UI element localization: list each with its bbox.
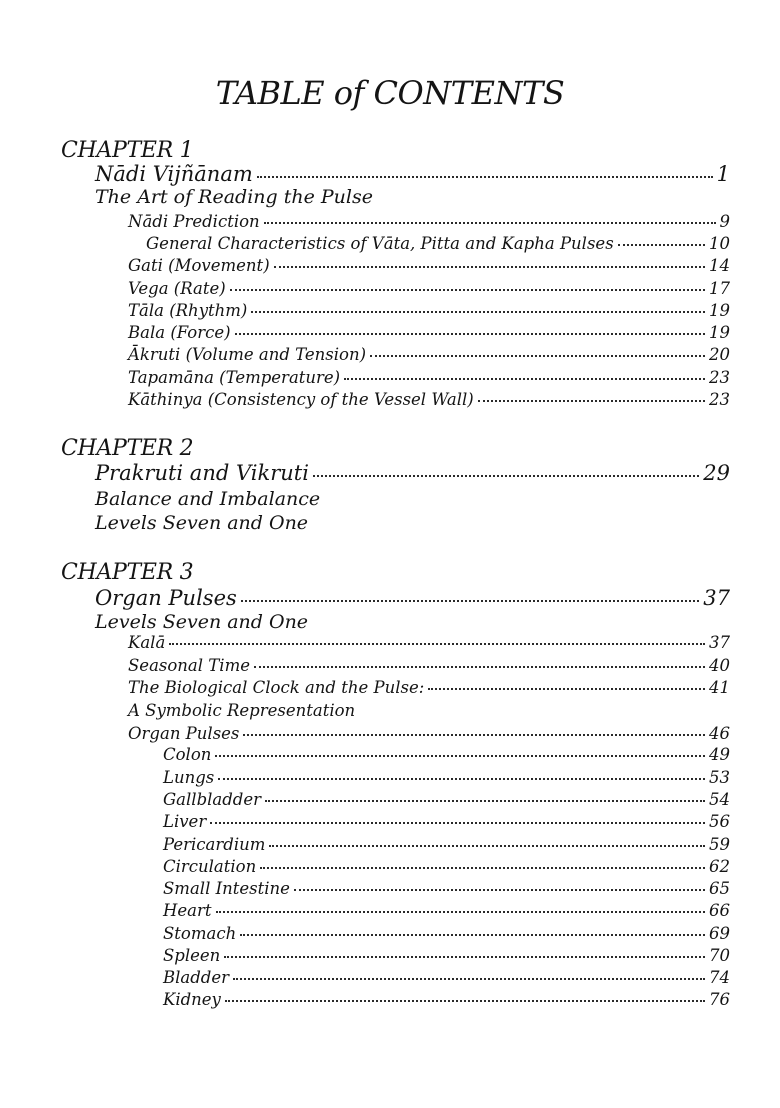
toc-entry-title: Prakruti and Vikruti (95, 461, 309, 485)
dot-leader (241, 600, 699, 602)
dot-leader (428, 688, 705, 690)
dot-leader (254, 666, 705, 668)
dot-leader (243, 734, 705, 736)
toc-entry[interactable] (163, 968, 730, 990)
toc-entry[interactable] (128, 724, 730, 746)
toc-page-number: 56 (709, 812, 730, 831)
toc-entry-title: Seasonal Time (128, 656, 250, 675)
dot-leader (260, 867, 705, 869)
dot-leader (230, 289, 705, 291)
toc-entry-title: Gallbladder (163, 790, 262, 809)
toc-entry-title: Heart (163, 901, 212, 920)
dot-leader (478, 400, 705, 402)
toc-entry-title: Tapamāna (Temperature) (128, 368, 341, 387)
toc-entry[interactable] (128, 390, 730, 412)
toc-page-number: 66 (709, 901, 730, 920)
toc-entry-title: Balance and Imbalance (95, 488, 321, 510)
dot-leader (257, 176, 713, 178)
toc-page-number: 37 (709, 633, 730, 652)
toc-entry-title: Kalā (128, 633, 166, 652)
toc-entry-title: Lungs (163, 768, 215, 787)
toc-entry[interactable] (95, 512, 730, 536)
dot-leader (265, 800, 705, 802)
toc-entry-title: Tāla (Rhythm) (128, 301, 248, 320)
toc-page-number: 9 (719, 212, 730, 231)
toc-page-number: 49 (709, 745, 730, 764)
dot-leader (269, 845, 705, 847)
toc-entry[interactable] (163, 812, 730, 834)
toc-page-number: 53 (709, 768, 730, 787)
dot-leader (210, 822, 705, 824)
toc-page-number: 65 (709, 879, 730, 898)
toc-entry-title: The Biological Clock and the Pulse: (128, 678, 425, 697)
toc-page-number: 40 (709, 656, 730, 675)
toc-entry-title: Levels Seven and One (95, 611, 309, 633)
dot-leader (218, 778, 705, 780)
toc-entry-title: Liver (163, 812, 207, 831)
toc-entry[interactable] (128, 323, 730, 345)
toc-page-number: 74 (709, 968, 730, 987)
toc-page-number: 23 (709, 368, 730, 387)
toc-entry-title: Small Intestine (163, 879, 290, 898)
toc-entry[interactable] (128, 678, 730, 700)
toc-entry-title: Pericardium (163, 835, 266, 854)
dot-leader (294, 889, 705, 891)
toc-entry[interactable] (163, 946, 730, 968)
toc-page-number: 37 (703, 586, 730, 610)
toc-entry-title: Bladder (163, 968, 230, 987)
toc-page-number: 23 (709, 390, 730, 409)
toc-entry[interactable] (163, 924, 730, 946)
chapter-heading: CHAPTER 3 (61, 560, 194, 585)
toc-entry-title: Stomach (163, 924, 237, 943)
toc-page-number: 70 (709, 946, 730, 965)
toc-page-number: 62 (709, 857, 730, 876)
toc-entry-title: Bala (Force) (128, 323, 231, 342)
toc-page-number: 10 (709, 234, 730, 253)
dot-leader (264, 222, 716, 224)
toc-entry[interactable] (163, 901, 730, 923)
dot-leader (216, 911, 705, 913)
toc-entry[interactable] (128, 279, 730, 301)
toc-entry-title: Kāthinya (Consistency of the Vessel Wall) (128, 390, 474, 409)
dot-leader (215, 755, 705, 757)
dot-leader (225, 1000, 705, 1002)
dot-leader (618, 244, 705, 246)
dot-leader (251, 311, 705, 313)
toc-page-number: 41 (709, 678, 730, 697)
toc-page-number: 46 (709, 724, 730, 743)
toc-entry[interactable] (146, 234, 730, 256)
toc-entry[interactable] (128, 212, 730, 234)
toc-entry-title: Organ Pulses (95, 586, 237, 610)
toc-entry[interactable] (95, 186, 730, 210)
toc-entry-title: Vega (Rate) (128, 279, 226, 298)
dot-leader (370, 355, 705, 357)
toc-page-number: 17 (709, 279, 730, 298)
dot-leader (313, 475, 699, 477)
toc-entry-title: A Symbolic Representation (128, 701, 356, 720)
dot-leader (235, 333, 705, 335)
toc-entry[interactable] (163, 790, 730, 812)
toc-entry-title: Organ Pulses (128, 724, 240, 743)
toc-entry[interactable] (163, 835, 730, 857)
toc-entry-title: Levels Seven and One (95, 512, 309, 534)
dot-leader (274, 266, 705, 268)
page-title: TABLE of CONTENTS (215, 74, 565, 112)
toc-entry-title: Nādi Vijñānam (95, 162, 253, 186)
toc-page-number: 20 (709, 345, 730, 364)
toc-page-number: 76 (709, 990, 730, 1009)
toc-page-number: 29 (703, 461, 730, 485)
dot-leader (240, 934, 705, 936)
toc-entry-title: The Art of Reading the Pulse (95, 186, 373, 208)
toc-entry-title: Ākruti (Volume and Tension) (128, 345, 367, 364)
dot-leader (344, 378, 705, 380)
toc-entry[interactable] (163, 857, 730, 879)
toc-entry[interactable] (163, 879, 730, 901)
toc-entry[interactable] (95, 488, 730, 512)
chapter-heading: CHAPTER 1 (61, 138, 194, 163)
toc-page-number: 14 (709, 256, 730, 275)
toc-entry[interactable] (95, 461, 730, 487)
toc-entry[interactable] (163, 745, 730, 767)
toc-entry-title: Spleen (163, 946, 221, 965)
toc-page-number: 54 (709, 790, 730, 809)
toc-entry[interactable] (128, 368, 730, 390)
dot-leader (224, 956, 705, 958)
toc-entry-title: Kidney (163, 990, 221, 1009)
toc-entry[interactable] (128, 701, 730, 723)
toc-entry[interactable] (128, 345, 730, 367)
toc-page-number: 19 (709, 323, 730, 342)
dot-leader (233, 978, 705, 980)
toc-entry[interactable] (95, 586, 730, 612)
toc-entry[interactable] (163, 990, 730, 1012)
toc-page-number: 69 (709, 924, 730, 943)
dot-leader (169, 643, 705, 645)
toc-entry-title: Gati (Movement) (128, 256, 270, 275)
toc-entry-title: Colon (163, 745, 212, 764)
toc-entry[interactable] (95, 162, 730, 188)
toc-entry[interactable] (128, 633, 730, 655)
toc-entry-title: General Characteristics of Vāta, Pitta and Kapha Pulses (146, 234, 614, 253)
toc-entry-title: Circulation (163, 857, 257, 876)
toc-entry[interactable] (128, 301, 730, 323)
toc-entry[interactable] (163, 768, 730, 790)
toc-entry[interactable] (128, 656, 730, 678)
toc-page-number: 19 (709, 301, 730, 320)
toc-entry[interactable] (128, 256, 730, 278)
toc-entry[interactable] (95, 611, 730, 635)
toc-page-number: 1 (716, 162, 730, 186)
chapter-heading: CHAPTER 2 (61, 436, 194, 461)
toc-page-number: 59 (709, 835, 730, 854)
toc-entry-title: Nādi Prediction (128, 212, 260, 231)
